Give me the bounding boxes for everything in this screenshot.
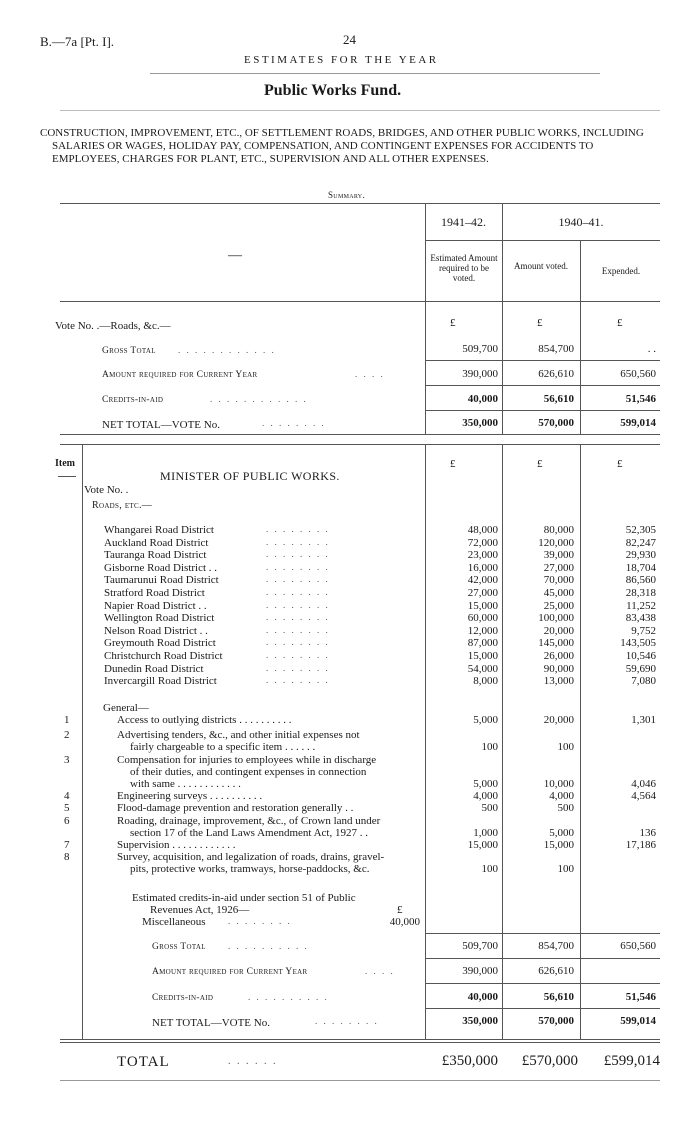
item-exp: 17,186 <box>625 839 656 851</box>
item-header: Item <box>55 458 75 469</box>
year-rule <box>425 240 660 241</box>
intro-paragraph: CONSTRUCTION, IMPROVEMENT, ETC., OF SETTLEMENT ROADS, BRIDGES, AND OTHER PUBLIC WORKS, INCLUDING SALARIES OR WAGES, HOLIDAY PAY, COMPENSATION, AND CONTINGENT EXPENSES FOR ACCIDENTS TO EMPLOYEES, CHARGES FOR PLANT, ETC., SUPERVISION AND ALL OTHER EXPENSES. <box>40 127 644 165</box>
item-description: Advertising tenders, &c., and other initial expenses not <box>117 729 360 741</box>
col-estimated: Estimated Amount required to be voted. <box>430 253 498 283</box>
item-description: Roading, drainage, improvement, &c., of Crown land under <box>117 815 381 827</box>
item-description: with same . . . . . . . . . . . . <box>130 778 241 790</box>
item-description: of their duties, and contingent expenses in connection <box>130 766 367 778</box>
row-label: Credits-in-aid <box>102 395 164 405</box>
total-label: NET TOTAL—VOTE No. <box>152 1017 270 1029</box>
item-voted: 100 <box>557 741 574 753</box>
district-leader: . . . . . . . . <box>266 537 330 547</box>
district-est: 12,000 <box>467 625 498 637</box>
district-name: Auckland Road District <box>104 537 209 549</box>
item-est: 1,000 <box>473 827 498 839</box>
district-voted: 80,000 <box>543 524 574 536</box>
item-description: section 17 of the Land Laws Amendment Act, 1927 . . <box>130 827 368 839</box>
item-exp: 4,564 <box>631 790 656 802</box>
district-exp: 29,930 <box>625 549 656 561</box>
credits-note-line2: Revenues Act, 1926— <box>150 904 250 916</box>
header-rule <box>150 73 600 74</box>
district-name: Nelson Road District . . <box>104 625 208 637</box>
grand-total-leader: . . . . . . <box>228 1056 278 1067</box>
district-est: 23,000 <box>467 549 498 561</box>
detail-bottom-rule-2 <box>60 1042 660 1043</box>
row-leader: . . . . . . . . . . . . <box>178 345 276 355</box>
district-leader: . . . . . . . . <box>266 562 330 572</box>
summary-top-rule <box>60 203 660 204</box>
detail-top-rule <box>60 444 660 445</box>
total-label: Amount required for Current Year <box>152 967 308 977</box>
district-est: 27,000 <box>467 587 498 599</box>
total-est: 40,000 <box>467 991 498 1003</box>
label-dash: — <box>228 248 242 263</box>
summary-header-rule <box>60 301 660 302</box>
district-voted: 90,000 <box>543 663 574 675</box>
detail-totals-rule <box>425 933 660 934</box>
district-name: Invercargill Road District <box>104 675 217 687</box>
total-voted: 626,610 <box>538 965 574 977</box>
item-description: Flood-damage prevention and restoration generally . . <box>117 802 354 814</box>
total-leader: . . . . . . . . . . <box>228 941 309 951</box>
district-est: 60,000 <box>467 612 498 624</box>
district-name: Dunedin Road District <box>104 663 204 675</box>
row-label: Amount required for Current Year <box>102 370 258 380</box>
row-exp: 599,014 <box>620 417 656 429</box>
item-exp: 1,301 <box>631 714 656 726</box>
district-exp: 59,690 <box>625 663 656 675</box>
district-est: 72,000 <box>467 537 498 549</box>
item-est: 100 <box>481 741 498 753</box>
item-est: 500 <box>481 802 498 814</box>
district-voted: 26,000 <box>543 650 574 662</box>
total-est: 390,000 <box>462 965 498 977</box>
item-number: 2 <box>64 729 70 741</box>
district-est: 87,000 <box>467 637 498 649</box>
district-leader: . . . . . . . . <box>266 650 330 660</box>
detail-col-rule-1 <box>425 444 426 1039</box>
item-voted: 100 <box>557 863 574 875</box>
detail-total-rule <box>425 1008 660 1009</box>
detail-bottom-rule <box>60 1039 660 1040</box>
summary-col-rule-2 <box>502 203 503 434</box>
district-voted: 45,000 <box>543 587 574 599</box>
district-exp: 86,560 <box>625 574 656 586</box>
item-number: 5 <box>64 802 70 814</box>
item-exp: 136 <box>639 827 656 839</box>
district-voted: 27,000 <box>543 562 574 574</box>
summary-row-rule <box>425 385 660 386</box>
district-name: Taumarunui Road District <box>104 574 219 586</box>
item-est: 100 <box>481 863 498 875</box>
summary-vote-label: Vote No. .—Roads, &c.— <box>55 320 171 332</box>
row-exp: 650,560 <box>620 368 656 380</box>
district-leader: . . . . . . . . <box>266 675 330 685</box>
summary-bottom-rule <box>60 434 660 435</box>
total-exp: 650,560 <box>620 940 656 952</box>
district-voted: 25,000 <box>543 600 574 612</box>
district-voted: 145,000 <box>538 637 574 649</box>
col-expended: Expended. <box>601 266 641 276</box>
row-leader: . . . . . . . . . . . . <box>210 394 308 404</box>
district-leader: . . . . . . . . <box>266 587 330 597</box>
item-voted: 10,000 <box>543 778 574 790</box>
item-description: Engineering surveys . . . . . . . . . . <box>117 790 263 802</box>
row-est: 509,700 <box>462 343 498 355</box>
general-label: General— <box>103 702 149 714</box>
district-name: Whangarei Road District <box>104 524 214 536</box>
district-exp: 10,546 <box>625 650 656 662</box>
total-exp: 599,014 <box>620 1015 656 1027</box>
row-est: 40,000 <box>467 393 498 405</box>
district-exp: 11,252 <box>626 600 656 612</box>
col-year-1941: 1941–42. <box>441 215 486 229</box>
district-est: 48,000 <box>467 524 498 536</box>
district-est: 15,000 <box>467 600 498 612</box>
item-voted: 20,000 <box>543 714 574 726</box>
item-voted: 15,000 <box>543 839 574 851</box>
item-description: Access to outlying districts . . . . . . . . . . <box>117 714 292 726</box>
item-voted: 4,000 <box>549 790 574 802</box>
detail-currency-est: £ <box>450 458 456 470</box>
row-exp: 51,546 <box>625 393 656 405</box>
item-description: Compensation for injuries to employees while in discharge <box>117 754 377 766</box>
credits-note-currency: £ <box>397 904 403 916</box>
item-voted: 500 <box>557 802 574 814</box>
district-est: 54,000 <box>467 663 498 675</box>
row-leader: . . . . <box>355 369 385 379</box>
district-voted: 39,000 <box>543 549 574 561</box>
item-number: 3 <box>64 754 70 766</box>
total-leader: . . . . . . . . <box>315 1016 379 1026</box>
district-est: 15,000 <box>467 650 498 662</box>
district-leader: . . . . . . . . <box>266 612 330 622</box>
misc-value: 40,000 <box>389 916 420 928</box>
district-exp: 18,704 <box>625 562 656 574</box>
total-leader: . . . . <box>365 966 395 976</box>
district-exp: 9,752 <box>631 625 656 637</box>
district-leader: . . . . . . . . <box>266 549 330 559</box>
col-year-1940: 1940–41. <box>558 215 604 229</box>
item-number: 1 <box>64 714 70 726</box>
district-leader: . . . . . . . . <box>266 663 330 673</box>
row-label: NET TOTAL—VOTE No. <box>102 419 220 431</box>
district-name: Gisborne Road District . . <box>104 562 218 574</box>
grand-total-exp: £599,014 <box>603 1053 660 1069</box>
district-name: Tauranga Road District <box>104 549 207 561</box>
running-title: ESTIMATES FOR THE YEAR <box>244 54 439 66</box>
district-voted: 13,000 <box>543 675 574 687</box>
row-est: 390,000 <box>462 368 498 380</box>
district-leader: . . . . . . . . <box>266 574 330 584</box>
district-name: Stratford Road District <box>104 587 205 599</box>
total-leader: . . . . . . . . . . <box>248 992 329 1002</box>
summary-row-rule <box>425 360 660 361</box>
total-est: 350,000 <box>462 1015 498 1027</box>
minister-heading: MINISTER OF PUBLIC WORKS. <box>160 469 340 483</box>
district-name: Wellington Road District <box>104 612 215 624</box>
grand-total-voted: £570,000 <box>521 1053 578 1069</box>
item-est: 5,000 <box>473 778 498 790</box>
detail-vote-no: Vote No. . <box>84 484 129 496</box>
row-voted: 626,610 <box>538 368 574 380</box>
document-reference: B.—7a [Pt. I]. <box>40 34 115 49</box>
total-voted: 854,700 <box>538 940 574 952</box>
total-label: Gross Total <box>152 942 206 952</box>
item-header-underline <box>58 476 76 477</box>
summary-col-rule-3 <box>580 240 581 434</box>
item-est: 5,000 <box>473 714 498 726</box>
item-number: 4 <box>64 790 70 802</box>
detail-total-rule <box>425 958 660 959</box>
detail-total-rule <box>425 983 660 984</box>
district-voted: 70,000 <box>543 574 574 586</box>
district-leader: . . . . . . . . <box>266 625 330 635</box>
item-description: Supervision . . . . . . . . . . . . <box>117 839 236 851</box>
grand-total-est: £350,000 <box>441 1053 498 1069</box>
district-name: Greymouth Road District <box>104 637 216 649</box>
item-est: 4,000 <box>473 790 498 802</box>
district-leader: . . . . . . . . <box>266 600 330 610</box>
total-est: 509,700 <box>462 940 498 952</box>
detail-col-rule-2 <box>502 444 503 1039</box>
grand-total-rule <box>60 1080 660 1081</box>
item-voted: 5,000 <box>549 827 574 839</box>
detail-item-col-rule <box>82 444 83 1039</box>
district-est: 8,000 <box>473 675 498 687</box>
row-voted: 854,700 <box>538 343 574 355</box>
total-voted: 56,610 <box>543 991 574 1003</box>
detail-currency-exp: £ <box>617 458 623 470</box>
currency-est: £ <box>450 317 456 329</box>
district-exp: 82,247 <box>625 537 656 549</box>
row-voted: 570,000 <box>538 417 574 429</box>
fund-title: Public Works Fund. <box>264 82 402 99</box>
row-label: Gross Total <box>102 346 156 356</box>
summary-label: Summary. <box>328 190 365 200</box>
page-number: 24 <box>343 32 356 47</box>
row-exp: . . <box>647 343 656 355</box>
misc-label: Miscellaneous <box>142 916 206 928</box>
district-leader: . . . . . . . . <box>266 524 330 534</box>
district-voted: 20,000 <box>543 625 574 637</box>
credits-note-line1: Estimated credits-in-aid under section 51 of Public <box>132 892 356 904</box>
item-number: 8 <box>64 851 70 863</box>
total-exp: 51,546 <box>625 991 656 1003</box>
currency-voted: £ <box>537 317 543 329</box>
total-label: Credits-in-aid <box>152 993 214 1003</box>
district-est: 16,000 <box>467 562 498 574</box>
roads-etc-label: Roads, etc.— <box>92 500 153 511</box>
district-name: Christchurch Road District <box>104 650 223 662</box>
item-exp: 4,046 <box>631 778 656 790</box>
district-voted: 100,000 <box>538 612 574 624</box>
district-exp: 28,318 <box>625 587 656 599</box>
row-voted: 56,610 <box>543 393 574 405</box>
detail-col-rule-3 <box>580 444 581 1039</box>
item-description: fairly chargeable to a specific item . . . . . . <box>130 741 316 753</box>
district-voted: 120,000 <box>538 537 574 549</box>
district-exp: 52,305 <box>625 524 656 536</box>
item-description: pits, protective works, tramways, horse-paddocks, &c. <box>130 863 370 875</box>
item-number: 7 <box>64 839 70 851</box>
misc-leader: . . . . . . . . <box>228 916 292 926</box>
item-description: Survey, acquisition, and legalization of roads, drains, gravel- <box>117 851 385 863</box>
item-est: 15,000 <box>467 839 498 851</box>
summary-col-rule-1 <box>425 203 426 434</box>
col-voted: Amount voted. <box>514 261 568 271</box>
district-leader: . . . . . . . . <box>266 637 330 647</box>
district-exp: 7,080 <box>631 675 656 687</box>
district-exp: 143,505 <box>620 637 656 649</box>
detail-currency-voted: £ <box>537 458 543 470</box>
row-est: 350,000 <box>462 417 498 429</box>
row-leader: . . . . . . . . <box>262 418 326 428</box>
total-voted: 570,000 <box>538 1015 574 1027</box>
currency-exp: £ <box>617 317 623 329</box>
district-est: 42,000 <box>467 574 498 586</box>
summary-row-rule <box>425 410 660 411</box>
item-number: 6 <box>64 815 70 827</box>
grand-total-label: TOTAL <box>117 1054 170 1070</box>
district-name: Napier Road District . . <box>104 600 207 612</box>
title-rule <box>60 110 660 111</box>
district-exp: 83,438 <box>625 612 656 624</box>
